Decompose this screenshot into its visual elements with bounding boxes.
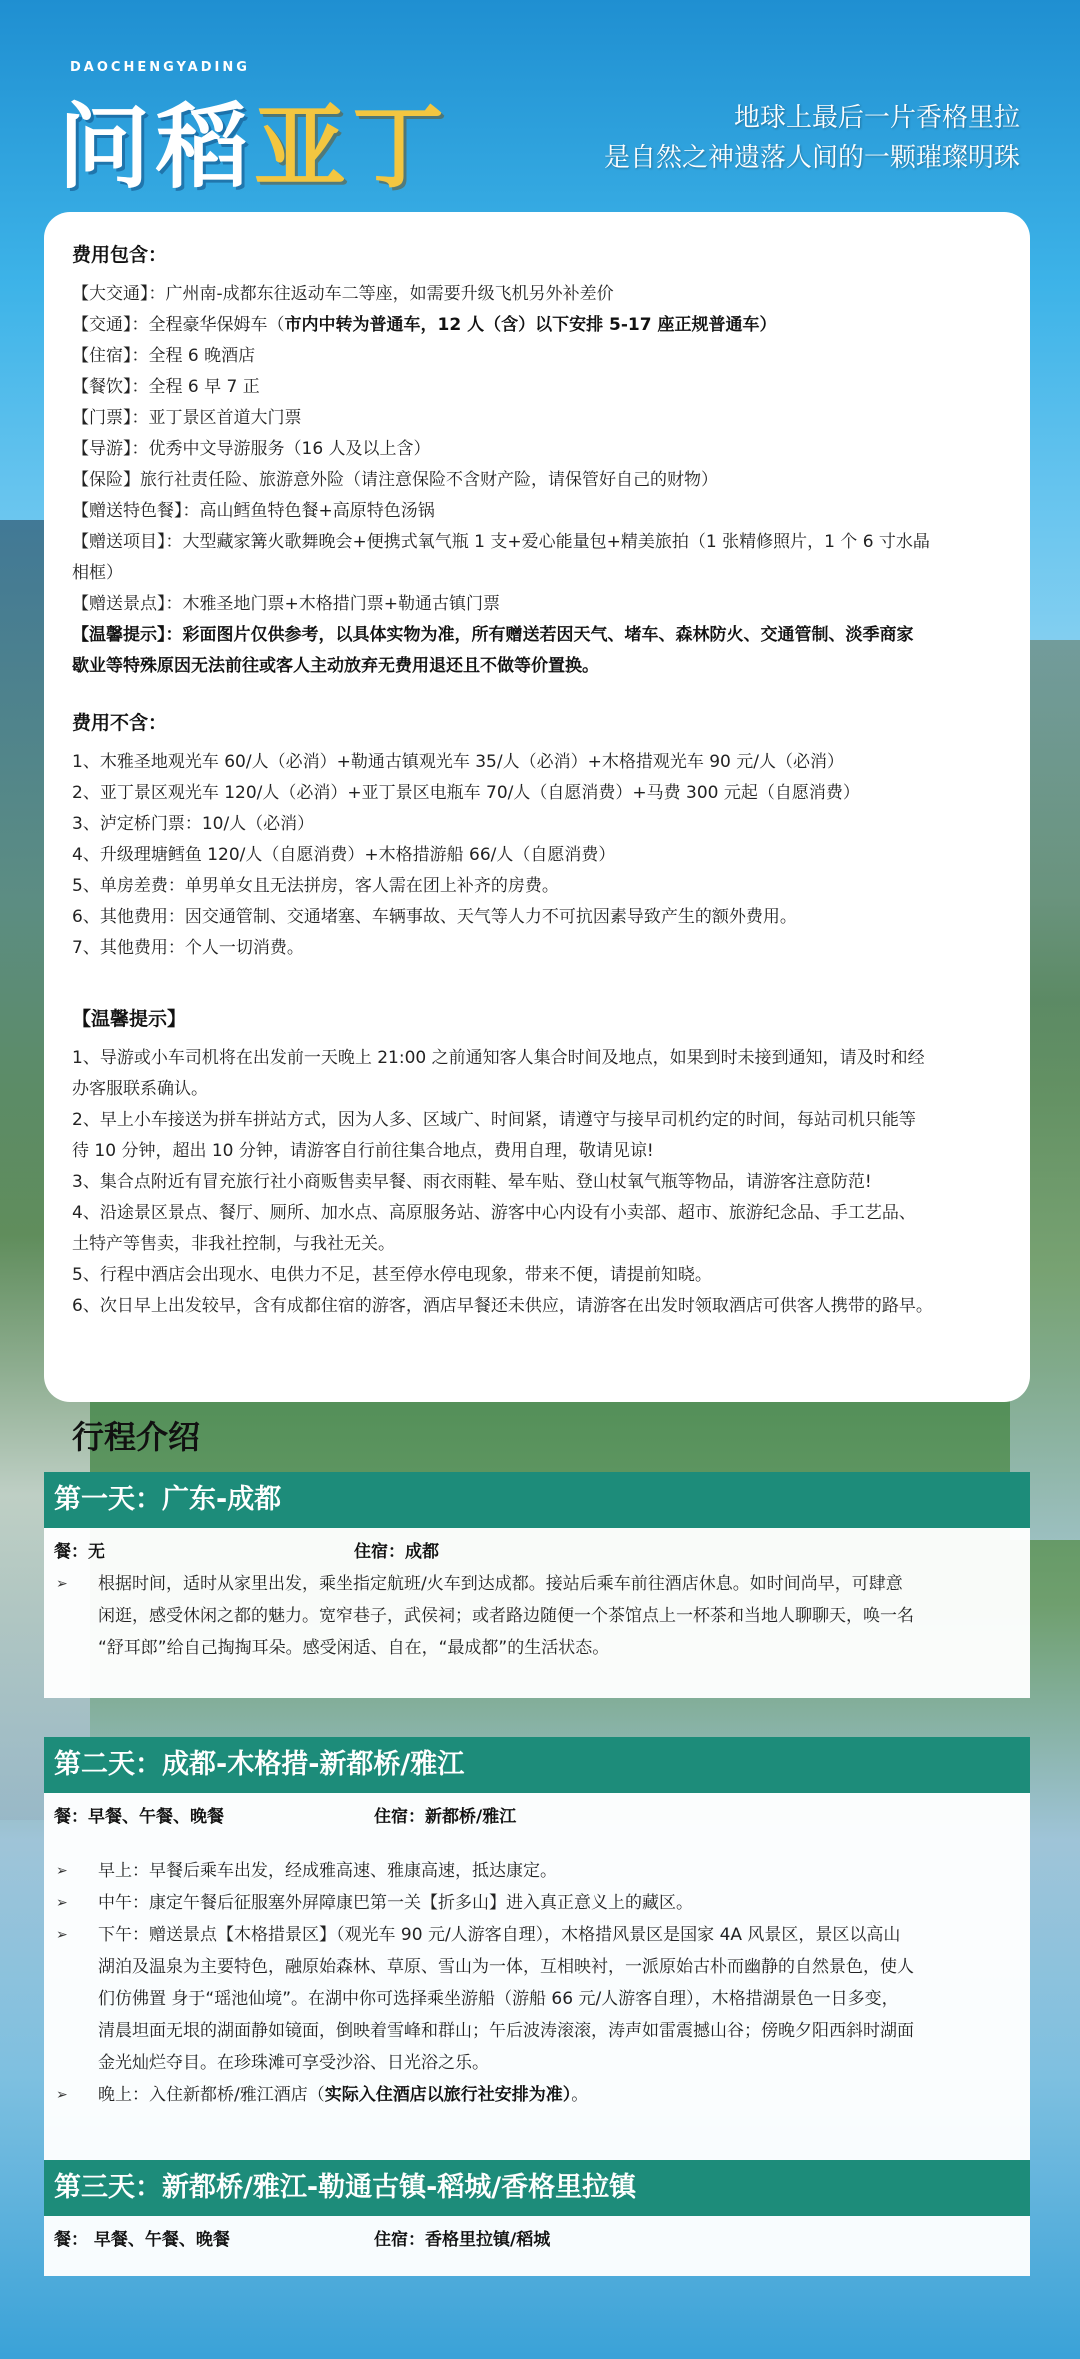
day2-bar: 第二天：成都-木格措-新都桥/雅江 — [44, 1737, 1030, 1793]
list-item: 土特产等售卖，非我社控制，与我社无关。 — [72, 1234, 395, 1254]
fee-item: 【餐饮】：全程 6 早 7 正 — [72, 377, 260, 397]
arrow-right-icon: ➢ — [56, 1863, 68, 1879]
list-item: 3、集合点附近有冒充旅行社小商贩售卖早餐、雨衣雨鞋、晕车贴、登山杖氧气瓶等物品，请游客注意防范! — [72, 1172, 872, 1192]
tips-list — [72, 1043, 1002, 1322]
day2-evening: ➢ 晚上：入住新都桥/雅江酒店（实际入住酒店以旅行社安排为准）。 — [54, 2079, 1002, 2111]
day1-meal: 餐：无 — [54, 1542, 105, 1562]
list-item: 6、其他费用：因交通管制、交通堵塞、车辆事故、天气等人力不可抗因素导致产生的额外费用。 — [72, 907, 797, 927]
arrow-right-icon: ➢ — [56, 1927, 68, 1943]
header-banner — [0, 0, 1080, 210]
info-card — [44, 212, 1030, 1402]
day2-morning: ➢ 早上：早餐后乘车出发，经成雅高速、雅康高速，抵达康定。 — [54, 1855, 1002, 1887]
list-item: 办客服联系确认。 — [72, 1079, 208, 1099]
list-item: 待 10 分钟，超出 10 分钟，请游客自行前往集合地点，费用自理，敬请见谅! — [72, 1141, 654, 1161]
list-item: 6、次日早上出发较早，含有成都住宿的游客，酒店早餐还未供应，请游客在出发时领取酒店可供客人携带的路早。 — [72, 1296, 933, 1316]
list-item: 4、升级理塘鳕鱼 120/人（自愿消费）+木格措游船 66/人（自愿消费） — [72, 845, 616, 865]
fee-item: 【赠送项目】：大型藏家篝火歌舞晚会+便携式氧气瓶 1 支+爱心能量包+精美旅拍（1 张精修照片，1 个 6 寸水晶 — [72, 532, 930, 552]
day3-content — [44, 2216, 1030, 2276]
list-item: 1、导游或小车司机将在出发前一天晚上 21:00 之前通知客人集合时间及地点，如果到时未接到通知，请及时和经 — [72, 1048, 925, 1068]
fee-item: 【赠送特色餐】：高山鳕鱼特色餐+高原特色汤锅 — [72, 501, 435, 521]
fee-item: 【住宿】：全程 6 晚酒店 — [72, 346, 256, 366]
fees-included-list — [72, 279, 1002, 682]
list-item: 5、单房差费：单男单女且无法拼房，客人需在团上补齐的房费。 — [72, 876, 559, 896]
fees-excluded-list — [72, 747, 1002, 964]
day2-meal: 餐：早餐、午餐、晚餐 — [54, 1807, 224, 1827]
brand-logo-title — [58, 74, 450, 206]
fee-item: 【大交通】：广州南-成都东往返动车二等座，如需要升级飞机另外补差价 — [72, 284, 614, 304]
fees-excluded-title: 费用不含： — [72, 712, 168, 734]
day1-content — [44, 1528, 1030, 1698]
day1-bar: 第一天：广东-成都 — [44, 1472, 1030, 1528]
brand-title-part2: 亚丁 — [254, 93, 451, 201]
fee-item: 相框） — [72, 563, 123, 583]
brand-english: DAOCHENGYADING — [70, 60, 250, 75]
day1-stay: 住宿：成都 — [354, 1542, 439, 1562]
list-item: 4、沿途景区景点、餐厅、厕所、加水点、高原服务站、游客中心内设有小卖部、超市、旅游纪念品、手工艺品、 — [72, 1203, 916, 1223]
list-item: 1、木雅圣地观光车 60/人（必消）+勒通古镇观光车 35/人（必消）+木格措观光车 90 元/人（必消） — [72, 752, 844, 772]
fee-item: 【门票】：亚丁景区首道大门票 — [72, 408, 302, 428]
day2-noon: ➢ 中午：康定午餐后征服塞外屏障康巴第一关【折多山】进入真正意义上的藏区。 — [54, 1887, 1002, 1919]
fee-item: 【交通】：全程豪华保姆车（市内中转为普通车，12 人（含）以下安排 5-17 座正规普通车） — [72, 315, 777, 335]
day2-afternoon: ➢ 下午：赠送景点【木格措景区】（观光车 90 元/人游客自理），木格措风景区是国家 4A 风景区，景区以高山 湖泊及温泉为主要特色，融原始森林、草原、雪山为一体，互相映衬，一派原始古朴而幽静的自然景色，使人 们仿佛置 身于“瑶池仙境”。在湖中你可选择乘坐游船（游船 66 元/人游客自理），木格措湖景色一日多变， 清晨坦面无垠的湖面静如镜面，倒映着雪峰和群山；午后波涛滚滚，涛声如雷震撼山谷；傍晚夕阳西斜时湖面 金光灿烂夺目。在珍珠滩可享受沙浴、日光浴之乐。 — [54, 1919, 1002, 2079]
fee-item: 【保险】旅行社责任险、旅游意外险（请注意保险不含财产险，请保管好自己的财物） — [72, 470, 718, 490]
day3-bar: 第三天：新都桥/雅江-勒通古镇-稻城/香格里拉镇 — [44, 2160, 1030, 2216]
arrow-right-icon: ➢ — [56, 1895, 68, 1911]
itinerary-title: 行程介绍 — [72, 1418, 201, 1456]
day2-meal-row — [54, 1801, 1002, 1833]
list-item: 7、其他费用：个人一切消费。 — [72, 938, 304, 958]
day3-meal: 餐： 早餐、午餐、晚餐 — [54, 2230, 230, 2250]
day1-meal-row — [54, 1536, 1002, 1568]
brand-title-part1: 问稻 — [58, 93, 255, 201]
list-item: 2、亚丁景区观光车 120/人（必消）+亚丁景区电瓶车 70/人（自愿消费）+马费 300 元起（自愿消费） — [72, 783, 860, 803]
tips-title: 【温馨提示】 — [72, 1008, 187, 1030]
warm-tip-notice: 【温馨提示】：彩面图片仅供参考，以具体实物为准，所有赠送若因天气、堵车、森林防火、交通管制、淡季商家 — [72, 625, 914, 645]
day1-description: ➢ 根据时间，适时从家里出发，乘坐指定航班/火车到达成都。接站后乘车前往酒店休息。如时间尚早，可肆意 闲逛，感受休闲之都的魅力。宽窄巷子，武侯祠；或者路边随便一个茶馆点上一杯茶和当地人聊聊天，唤一名 “舒耳郎”给自己掏掏耳朵。感受闲适、自在，“最成都”的生活状态。 — [54, 1568, 1002, 1664]
arrow-right-icon: ➢ — [56, 1576, 68, 1592]
list-item: 2、早上小车接送为拼车拼站方式，因为人多、区域广、时间紧，请遵守与接早司机约定的时间，每站司机只能等 — [72, 1110, 916, 1130]
day2-content — [44, 1793, 1030, 2165]
itinerary-section — [44, 1412, 1030, 2359]
day3-meal-row — [54, 2224, 1002, 2256]
tagline-line-2: 是自然之神遗落人间的一颗璀璨明珠 — [603, 143, 1020, 173]
fee-item: 【导游】：优秀中文导游服务（16 人及以上含） — [72, 439, 431, 459]
list-item: 3、泸定桥门票：10/人（必消） — [72, 814, 315, 834]
warm-tip-notice-cont: 歇业等特殊原因无法前往或客人主动放弃无费用退还且不做等价置换。 — [72, 656, 599, 676]
tagline-line-1: 地球上最后一片香格里拉 — [733, 103, 1020, 133]
list-item: 5、行程中酒店会出现水、电供力不足，甚至停水停电现象，带来不便，请提前知晓。 — [72, 1265, 712, 1285]
arrow-right-icon: ➢ — [56, 2087, 68, 2103]
fee-item: 【赠送景点】：木雅圣地门票+木格措门票+勒通古镇门票 — [72, 594, 500, 614]
day2-stay: 住宿：新都桥/雅江 — [374, 1807, 517, 1827]
fees-included-title: 费用包含： — [72, 244, 168, 266]
day3-stay: 住宿：香格里拉镇/稻城 — [374, 2230, 551, 2250]
tagline — [604, 98, 1020, 178]
